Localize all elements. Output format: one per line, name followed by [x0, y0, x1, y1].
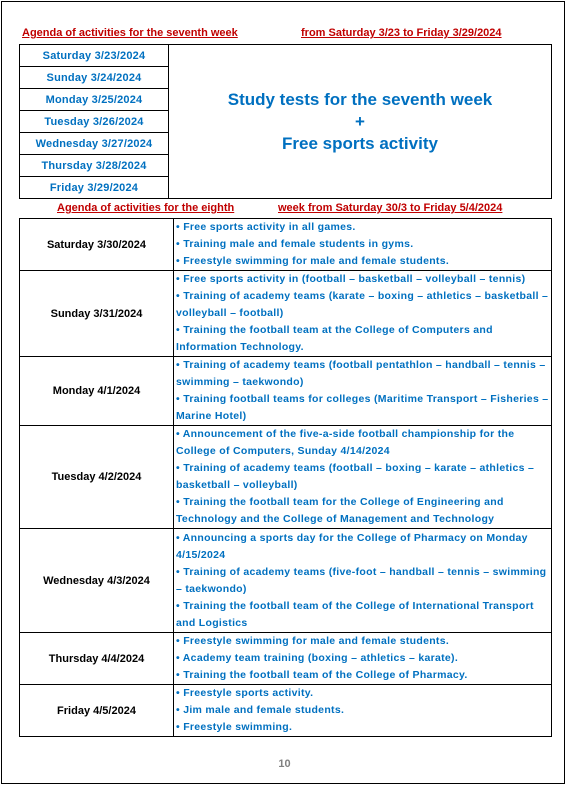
activity-item: • Training of academy teams (karate – boxing – athletics – basketball – volleyball – football) — [176, 290, 549, 319]
week8-activities — [174, 685, 552, 737]
week7-day: Wednesday 3/27/2024 — [20, 133, 169, 155]
week8-day: Saturday 3/30/2024 — [20, 219, 174, 271]
week8-agenda-title: Agenda of activities for the eighth — [57, 202, 235, 214]
week8-activities — [174, 357, 552, 426]
week7-table — [19, 44, 552, 199]
activity-item: • Free sports activity in all games. — [176, 221, 356, 233]
activity-item: • Training of academy teams (football pentathlon – handball – tennis – swimming – taekwondo) — [176, 359, 546, 388]
activity-item: • Free sports activity in (football – basketball – volleyball – tennis) — [176, 273, 526, 285]
activity-item: • Training the football team at the College of Computers and Information Technology. — [176, 324, 493, 353]
activity-item: • Freestyle swimming. — [176, 721, 293, 733]
week8-table — [19, 218, 552, 737]
week7-day: Thursday 3/28/2024 — [20, 155, 169, 177]
activity-item: • Training football teams for colleges (Maritime Transport – Fisheries – Marine Hotel) — [176, 393, 549, 422]
week8-day: Sunday 3/31/2024 — [20, 271, 174, 357]
activity-item: • Training of academy teams (football – boxing – karate – athletics – basketball – volleyball) — [176, 462, 535, 491]
week8-activities — [174, 633, 552, 685]
week7-free-sports: Free sports activity — [282, 133, 438, 153]
week7-day: Sunday 3/24/2024 — [20, 67, 169, 89]
week8-activities — [174, 426, 552, 529]
activity-item: • Training male and female students in gyms. — [176, 238, 414, 250]
week7-plus: + — [355, 111, 365, 131]
week7-summary — [169, 45, 552, 199]
activity-item: • Academy team training (boxing – athletics – karate). — [176, 652, 459, 664]
week8-day: Wednesday 4/3/2024 — [20, 529, 174, 633]
week8-activities — [174, 529, 552, 633]
activity-item: • Training the football team of the College of Pharmacy. — [176, 669, 468, 681]
activity-item: • Training the football team for the College of Engineering and Technology and the College of Management and Technology — [176, 496, 504, 525]
activity-item: • Training of academy teams (five-foot – handball – tennis – swimming – taekwondo) — [176, 565, 547, 595]
week7-day: Monday 3/25/2024 — [20, 89, 169, 111]
activity-item: • Freestyle sports activity. — [176, 687, 314, 699]
activity-item: • Freestyle swimming for male and female students. — [176, 635, 450, 647]
activity-item: • Announcing a sports day for the College of Pharmacy on Monday 4/15/2024 — [176, 531, 528, 561]
week8-activities — [174, 271, 552, 357]
week8-day: Monday 4/1/2024 — [20, 357, 174, 426]
activity-item: • Training the football team of the College of International Transport and Logistics — [176, 599, 534, 629]
week7-day: Tuesday 3/26/2024 — [20, 111, 169, 133]
week7-study-tests: Study tests for the seventh week — [227, 89, 493, 109]
week8-date-range: week from Saturday 30/3 to Friday 5/4/2024 — [278, 202, 503, 214]
activity-item: • Announcement of the five-a-side football championship for the College of Computers, Sunday 4/14/2024 — [176, 428, 515, 457]
week8-day: Friday 4/5/2024 — [20, 685, 174, 737]
week8-activities — [174, 219, 552, 271]
activity-item: • Jim male and female students. — [176, 704, 345, 716]
week7-day: Saturday 3/23/2024 — [20, 45, 169, 67]
page-number: 10 — [278, 758, 291, 770]
week8-day: Thursday 4/4/2024 — [20, 633, 174, 685]
week8-day: Tuesday 4/2/2024 — [20, 426, 174, 529]
week7-date-range: from Saturday 3/23 to Friday 3/29/2024 — [301, 27, 502, 39]
week7-agenda-title: Agenda of activities for the seventh week — [22, 27, 238, 39]
week7-day: Friday 3/29/2024 — [20, 177, 169, 199]
activity-item: • Freestyle swimming for male and female students. — [176, 255, 450, 267]
